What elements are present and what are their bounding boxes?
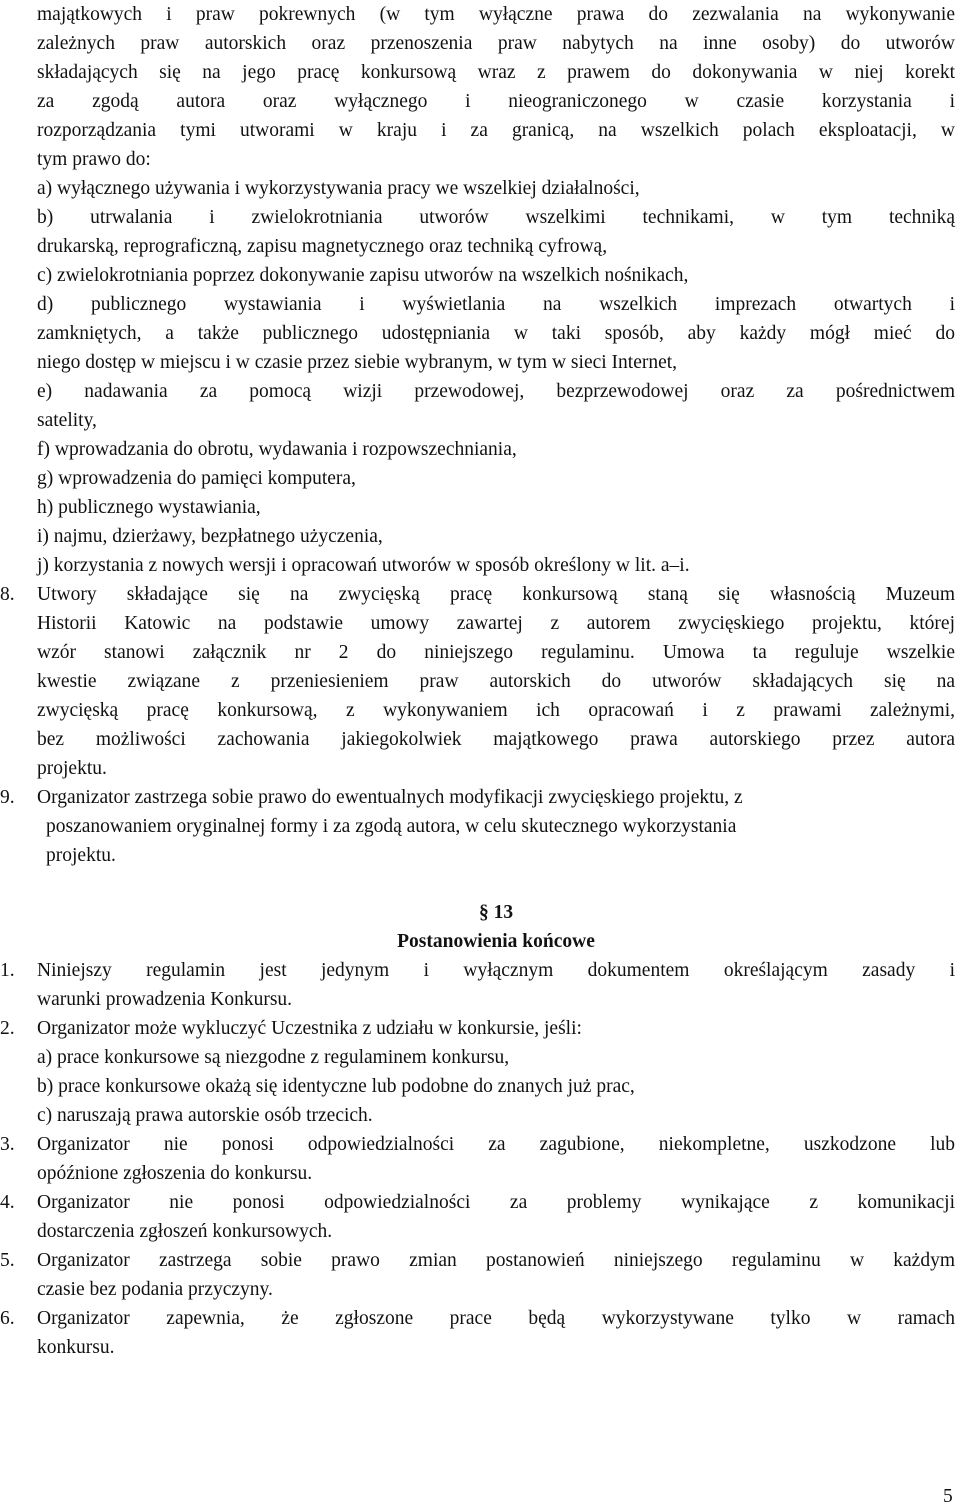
point-line — [0, 1014, 955, 1043]
list-item: d) publicznego wystawiania i wyświetlania na wszelkich imprezach otwartych i — [37, 294, 955, 315]
list-item: e) nadawania za pomocą wizji przewodowej, bezprzewodowej oraz za pośrednictwem — [37, 381, 955, 402]
point-line: poszanowaniem oryginalnej formy i za zgodą autora, w celu skutecznego wykorzystania — [46, 816, 737, 837]
text-line: za zgodą autora oraz wyłącznego i nieograniczonego w czasie korzystania i — [37, 91, 955, 112]
point-line — [0, 956, 955, 985]
point-number: 6. — [0, 1308, 15, 1329]
point-line: kwestie związane z przeniesieniem praw autorskich do utworów składających się na — [37, 671, 955, 692]
point-line: dostarczenia zgłoszeń konkursowych. — [37, 1221, 333, 1242]
point-line: warunki prowadzenia Konkursu. — [37, 989, 293, 1010]
point-line: czasie bez podania przyczyny. — [37, 1279, 273, 1300]
point-line: konkursu. — [37, 1337, 115, 1358]
point-line: projektu. — [46, 845, 116, 866]
list-item-continuation: zamkniętych, a także publicznego udostępniania w taki sposób, aby każdy mógł mieć do — [37, 323, 955, 344]
list-item: i) najmu, dzierżawy, bezpłatnego użyczenia, — [37, 526, 383, 547]
point-line — [0, 783, 955, 812]
exploitation-fields-list — [37, 174, 955, 580]
point-number: 9. — [0, 787, 15, 808]
point-line — [0, 1246, 955, 1275]
page-number: 5 — [943, 1486, 953, 1507]
point-line: wzór stanowi załącznik nr 2 do niniejszego regulaminu. Umowa ta reguluje wszelkie — [37, 642, 955, 663]
point-line: projektu. — [37, 758, 107, 779]
point-line — [0, 1188, 955, 1217]
list-item: h) publicznego wystawiania, — [37, 497, 261, 518]
point-text: Organizator nie ponosi odpowiedzialności za problemy wynikające z komunikacji — [37, 1192, 955, 1213]
list-item-continuation: drukarską, reprograficzną, zapisu magnetycznego oraz techniką cyfrową, — [37, 236, 608, 257]
text-line: zależnych praw autorskich oraz przenoszenia praw nabytych na inne osoby) do utworów — [37, 33, 955, 54]
point-line — [0, 1130, 955, 1159]
point-text: Utwory składające się na zwycięską pracę konkursową staną się własnością Muzeum — [37, 584, 955, 605]
text-line: rozporządzania tymi utworami w kraju i za granicą, na wszelkich polach eksploatacji, w — [37, 120, 955, 141]
list-item: f) wprowadzania do obrotu, wydawania i rozpowszechniania, — [37, 439, 517, 460]
list-item-continuation: satelity, — [37, 410, 97, 431]
point-line — [0, 1304, 955, 1333]
point-line: c) naruszają prawa autorskie osób trzecich. — [37, 1105, 373, 1126]
point-number: 8. — [0, 584, 15, 605]
list-item: b) utrwalania i zwielokrotniania utworów wszelkimi technikami, w tym techniką — [37, 207, 955, 228]
text-line: majątkowych i praw pokrewnych (w tym wyłączne prawa do zezwalania na wykonywanie — [37, 4, 955, 25]
point-text: Organizator może wykluczyć Uczestnika z udziału w konkursie, jeśli: — [37, 1018, 582, 1039]
point-line: zwycięską pracę konkursową, z wykonywaniem ich opracowań i z prawami zależnymi, — [37, 700, 955, 721]
point-text: Organizator zastrzega sobie prawo zmian postanowień niniejszego regulaminu w każdym — [37, 1250, 955, 1271]
text-line: składających się na jego pracę konkursową wraz z prawem do dokonywania w niej korekt — [37, 62, 955, 83]
point-line — [0, 580, 955, 609]
numbered-point-8 — [0, 580, 955, 783]
point-line: b) prace konkursowe okażą się identyczne lub podobne do znanych już prac, — [37, 1076, 635, 1097]
section-number: § 13 — [478, 902, 514, 923]
text-line: tym prawo do: — [37, 149, 151, 170]
point-number: 4. — [0, 1192, 15, 1213]
point-number: 2. — [0, 1018, 15, 1039]
point-text: Organizator zastrzega sobie prawo do ewentualnych modyfikacji zwycięskiego projektu, z — [37, 787, 743, 808]
list-item: c) zwielokrotniania poprzez dokonywanie zapisu utworów na wszelkich nośnikach, — [37, 265, 689, 286]
list-item-continuation: niego dostęp w miejscu i w czasie przez siebie wybranym, w tym w sieci Internet, — [37, 352, 678, 373]
final-provisions-list — [0, 956, 955, 1362]
section-title: Postanowienia końcowe — [397, 931, 595, 952]
numbered-point-9 — [0, 783, 955, 870]
point-number: 5. — [0, 1250, 15, 1271]
point-number: 3. — [0, 1134, 15, 1155]
list-item: g) wprowadzenia do pamięci komputera, — [37, 468, 356, 489]
point-text: Niniejszy regulamin jest jedynym i wyłącznym dokumentem określającym zasady i — [37, 960, 955, 981]
section-heading — [37, 898, 955, 956]
point-text: Organizator nie ponosi odpowiedzialności za zagubione, niekompletne, uszkodzone lub — [37, 1134, 955, 1155]
point-number: 1. — [0, 960, 15, 981]
intro-paragraph — [37, 0, 955, 174]
point-line: bez możliwości zachowania jakiegokolwiek majątkowego prawa autorskiego przez autora — [37, 729, 955, 750]
point-line: opóźnione zgłoszenia do konkursu. — [37, 1163, 313, 1184]
point-line: a) prace konkursowe są niezgodne z regulaminem konkursu, — [37, 1047, 510, 1068]
point-line: Historii Katowic na podstawie umowy zawartej z autorem zwycięskiego projektu, której — [37, 613, 955, 634]
list-item: a) wyłącznego używania i wykorzystywania pracy we wszelkiej działalności, — [37, 178, 640, 199]
list-item: j) korzystania z nowych wersji i opracowań utworów w sposób określony w lit. a–i. — [37, 555, 690, 576]
point-text: Organizator zapewnia, że zgłoszone prace będą wykorzystywane tylko w ramach — [37, 1308, 955, 1329]
